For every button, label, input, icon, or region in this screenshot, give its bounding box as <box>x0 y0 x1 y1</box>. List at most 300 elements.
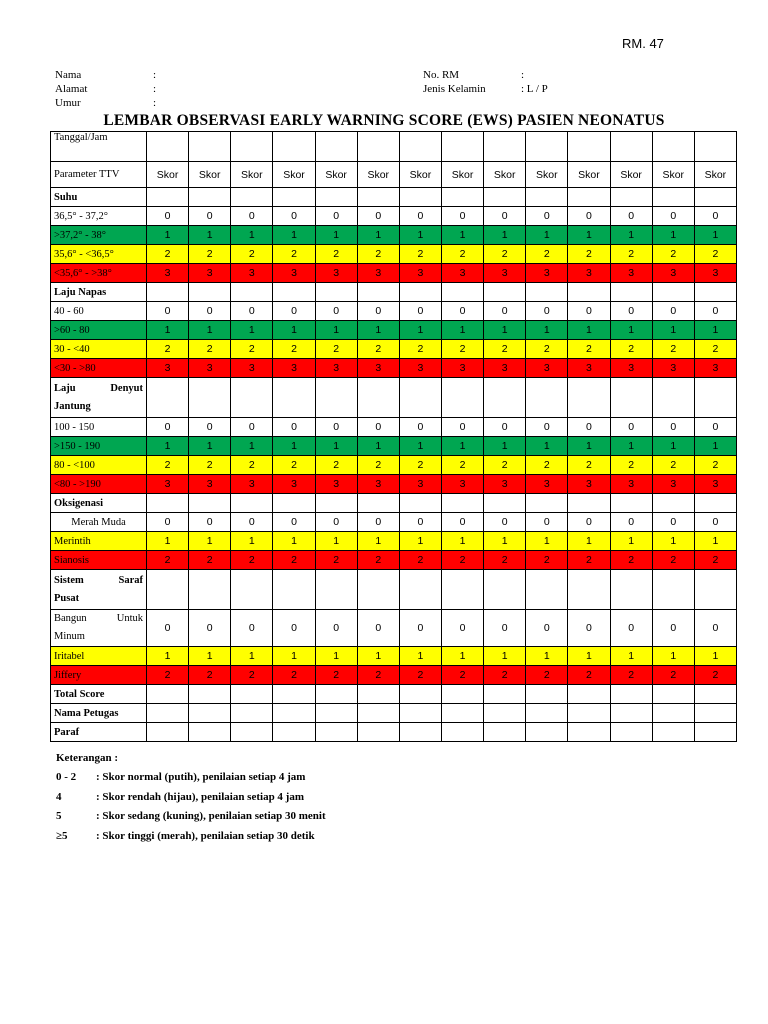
entry-cell[interactable] <box>652 704 694 723</box>
entry-cell[interactable] <box>610 283 652 302</box>
score-cell[interactable]: 1 <box>694 532 736 551</box>
entry-cell[interactable] <box>610 188 652 207</box>
score-cell[interactable]: 2 <box>441 666 483 685</box>
score-cell[interactable]: 0 <box>189 207 231 226</box>
score-cell[interactable]: 0 <box>273 610 315 647</box>
score-cell[interactable]: 1 <box>273 437 315 456</box>
score-cell[interactable]: 3 <box>315 475 357 494</box>
score-cell[interactable]: 2 <box>526 245 568 264</box>
entry-cell[interactable] <box>441 704 483 723</box>
score-cell[interactable]: 0 <box>357 610 399 647</box>
score-cell[interactable]: 2 <box>694 340 736 359</box>
entry-cell[interactable] <box>231 704 273 723</box>
date-cell[interactable] <box>315 132 357 162</box>
score-cell[interactable]: 2 <box>526 456 568 475</box>
entry-cell[interactable] <box>357 704 399 723</box>
score-cell[interactable]: 3 <box>147 359 189 378</box>
score-cell[interactable]: 1 <box>189 226 231 245</box>
score-cell[interactable]: 2 <box>357 666 399 685</box>
score-cell[interactable]: 1 <box>147 532 189 551</box>
score-cell[interactable]: 2 <box>399 666 441 685</box>
entry-cell[interactable] <box>147 685 189 704</box>
score-cell[interactable]: 1 <box>273 226 315 245</box>
score-cell[interactable]: 3 <box>568 264 610 283</box>
score-cell[interactable]: 3 <box>357 264 399 283</box>
entry-cell[interactable] <box>399 283 441 302</box>
entry-cell[interactable] <box>441 685 483 704</box>
entry-cell[interactable] <box>189 494 231 513</box>
entry-cell[interactable] <box>147 704 189 723</box>
date-cell[interactable] <box>441 132 483 162</box>
score-cell[interactable]: 0 <box>315 302 357 321</box>
score-cell[interactable]: 0 <box>568 302 610 321</box>
entry-cell[interactable] <box>694 723 736 742</box>
score-cell[interactable]: 2 <box>357 245 399 264</box>
score-cell[interactable]: 1 <box>484 226 526 245</box>
date-cell[interactable] <box>694 132 736 162</box>
date-cell[interactable] <box>273 132 315 162</box>
score-cell[interactable]: 3 <box>694 359 736 378</box>
entry-cell[interactable] <box>357 685 399 704</box>
date-cell[interactable] <box>399 132 441 162</box>
score-cell[interactable]: 0 <box>273 207 315 226</box>
score-cell[interactable]: 1 <box>568 437 610 456</box>
score-cell[interactable]: 1 <box>147 647 189 666</box>
score-cell[interactable]: 2 <box>315 551 357 570</box>
entry-cell[interactable] <box>694 378 736 418</box>
score-cell[interactable]: 1 <box>526 437 568 456</box>
score-cell[interactable]: 2 <box>484 456 526 475</box>
date-cell[interactable] <box>357 132 399 162</box>
date-cell[interactable] <box>484 132 526 162</box>
date-cell[interactable] <box>568 132 610 162</box>
entry-cell[interactable] <box>526 494 568 513</box>
score-cell[interactable]: 3 <box>441 475 483 494</box>
date-cell[interactable] <box>652 132 694 162</box>
entry-cell[interactable] <box>526 570 568 610</box>
score-cell[interactable]: 3 <box>315 264 357 283</box>
score-cell[interactable]: 1 <box>694 647 736 666</box>
score-cell[interactable]: 1 <box>273 647 315 666</box>
score-cell[interactable]: 2 <box>231 666 273 685</box>
score-cell[interactable]: 2 <box>189 245 231 264</box>
entry-cell[interactable] <box>441 570 483 610</box>
score-cell[interactable]: 1 <box>357 226 399 245</box>
score-cell[interactable]: 1 <box>357 647 399 666</box>
score-cell[interactable]: 3 <box>147 264 189 283</box>
entry-cell[interactable] <box>652 723 694 742</box>
score-cell[interactable]: 3 <box>652 359 694 378</box>
score-cell[interactable]: 2 <box>231 245 273 264</box>
score-cell[interactable]: 3 <box>231 475 273 494</box>
score-cell[interactable]: 1 <box>441 647 483 666</box>
score-cell[interactable]: 2 <box>399 245 441 264</box>
entry-cell[interactable] <box>694 494 736 513</box>
score-cell[interactable]: 3 <box>399 475 441 494</box>
entry-cell[interactable] <box>526 704 568 723</box>
score-cell[interactable]: 1 <box>484 647 526 666</box>
score-cell[interactable]: 1 <box>147 226 189 245</box>
score-cell[interactable]: 2 <box>568 245 610 264</box>
entry-cell[interactable] <box>568 188 610 207</box>
score-cell[interactable]: 0 <box>694 610 736 647</box>
entry-cell[interactable] <box>484 283 526 302</box>
score-cell[interactable]: 1 <box>441 532 483 551</box>
entry-cell[interactable] <box>357 723 399 742</box>
score-cell[interactable]: 1 <box>231 437 273 456</box>
entry-cell[interactable] <box>484 494 526 513</box>
score-cell[interactable]: 2 <box>694 666 736 685</box>
score-cell[interactable]: 2 <box>610 456 652 475</box>
score-cell[interactable]: 3 <box>526 359 568 378</box>
score-cell[interactable]: 1 <box>315 321 357 340</box>
date-cell[interactable] <box>189 132 231 162</box>
score-cell[interactable]: 2 <box>189 456 231 475</box>
entry-cell[interactable] <box>231 378 273 418</box>
entry-cell[interactable] <box>568 704 610 723</box>
entry-cell[interactable] <box>357 188 399 207</box>
field-value-jenis-kelamin[interactable]: : L / P <box>521 83 548 95</box>
score-cell[interactable]: 2 <box>315 245 357 264</box>
entry-cell[interactable] <box>231 494 273 513</box>
entry-cell[interactable] <box>610 723 652 742</box>
score-cell[interactable]: 3 <box>231 264 273 283</box>
score-cell[interactable]: 2 <box>694 245 736 264</box>
score-cell[interactable]: 3 <box>273 475 315 494</box>
score-cell[interactable]: 2 <box>484 551 526 570</box>
score-cell[interactable]: 1 <box>694 437 736 456</box>
score-cell[interactable]: 3 <box>399 359 441 378</box>
score-cell[interactable]: 1 <box>273 321 315 340</box>
entry-cell[interactable] <box>568 723 610 742</box>
score-cell[interactable]: 2 <box>441 551 483 570</box>
score-cell[interactable]: 3 <box>652 475 694 494</box>
score-cell[interactable]: 2 <box>315 456 357 475</box>
score-cell[interactable]: 0 <box>357 418 399 437</box>
score-cell[interactable]: 2 <box>484 245 526 264</box>
score-cell[interactable]: 3 <box>694 475 736 494</box>
score-cell[interactable]: 1 <box>441 321 483 340</box>
score-cell[interactable]: 1 <box>610 532 652 551</box>
entry-cell[interactable] <box>652 188 694 207</box>
entry-cell[interactable] <box>399 685 441 704</box>
entry-cell[interactable] <box>694 188 736 207</box>
score-cell[interactable]: 1 <box>652 647 694 666</box>
entry-cell[interactable] <box>399 570 441 610</box>
entry-cell[interactable] <box>526 188 568 207</box>
score-cell[interactable]: 0 <box>526 418 568 437</box>
entry-cell[interactable] <box>526 723 568 742</box>
score-cell[interactable]: 0 <box>610 610 652 647</box>
score-cell[interactable]: 3 <box>484 475 526 494</box>
score-cell[interactable]: 1 <box>484 321 526 340</box>
score-cell[interactable]: 0 <box>652 513 694 532</box>
entry-cell[interactable] <box>273 570 315 610</box>
entry-cell[interactable] <box>357 494 399 513</box>
score-cell[interactable]: 0 <box>189 513 231 532</box>
score-cell[interactable]: 1 <box>273 532 315 551</box>
score-cell[interactable]: 0 <box>568 418 610 437</box>
entry-cell[interactable] <box>357 283 399 302</box>
score-cell[interactable]: 2 <box>357 551 399 570</box>
entry-cell[interactable] <box>357 378 399 418</box>
score-cell[interactable]: 0 <box>484 513 526 532</box>
entry-cell[interactable] <box>189 723 231 742</box>
entry-cell[interactable] <box>610 685 652 704</box>
entry-cell[interactable] <box>484 704 526 723</box>
entry-cell[interactable] <box>231 723 273 742</box>
score-cell[interactable]: 2 <box>147 666 189 685</box>
score-cell[interactable]: 3 <box>484 359 526 378</box>
score-cell[interactable]: 0 <box>441 302 483 321</box>
score-cell[interactable]: 0 <box>399 207 441 226</box>
score-cell[interactable]: 1 <box>652 532 694 551</box>
entry-cell[interactable] <box>357 570 399 610</box>
score-cell[interactable]: 2 <box>484 666 526 685</box>
score-cell[interactable]: 1 <box>147 437 189 456</box>
score-cell[interactable]: 1 <box>231 647 273 666</box>
score-cell[interactable]: 1 <box>441 437 483 456</box>
score-cell[interactable]: 0 <box>441 207 483 226</box>
score-cell[interactable]: 1 <box>231 532 273 551</box>
date-cell[interactable] <box>526 132 568 162</box>
score-cell[interactable]: 2 <box>441 245 483 264</box>
entry-cell[interactable] <box>484 570 526 610</box>
score-cell[interactable]: 0 <box>694 513 736 532</box>
entry-cell[interactable] <box>273 494 315 513</box>
entry-cell[interactable] <box>147 723 189 742</box>
entry-cell[interactable] <box>610 704 652 723</box>
entry-cell[interactable] <box>568 283 610 302</box>
score-cell[interactable]: 1 <box>315 647 357 666</box>
entry-cell[interactable] <box>484 188 526 207</box>
entry-cell[interactable] <box>189 685 231 704</box>
date-cell[interactable] <box>147 132 189 162</box>
score-cell[interactable]: 0 <box>694 207 736 226</box>
score-cell[interactable]: 2 <box>189 340 231 359</box>
score-cell[interactable]: 2 <box>568 551 610 570</box>
score-cell[interactable]: 3 <box>610 264 652 283</box>
score-cell[interactable]: 0 <box>399 513 441 532</box>
entry-cell[interactable] <box>568 570 610 610</box>
score-cell[interactable]: 1 <box>399 532 441 551</box>
score-cell[interactable]: 0 <box>147 513 189 532</box>
entry-cell[interactable] <box>441 188 483 207</box>
score-cell[interactable]: 2 <box>652 551 694 570</box>
score-cell[interactable]: 0 <box>357 513 399 532</box>
score-cell[interactable]: 1 <box>652 437 694 456</box>
entry-cell[interactable] <box>441 378 483 418</box>
score-cell[interactable]: 1 <box>484 437 526 456</box>
entry-cell[interactable] <box>694 704 736 723</box>
score-cell[interactable]: 0 <box>315 418 357 437</box>
score-cell[interactable]: 3 <box>189 359 231 378</box>
score-cell[interactable]: 0 <box>441 610 483 647</box>
score-cell[interactable]: 0 <box>231 513 273 532</box>
score-cell[interactable]: 0 <box>231 418 273 437</box>
score-cell[interactable]: 0 <box>273 302 315 321</box>
score-cell[interactable]: 1 <box>610 321 652 340</box>
score-cell[interactable]: 0 <box>441 513 483 532</box>
score-cell[interactable]: 1 <box>231 226 273 245</box>
score-cell[interactable]: 0 <box>357 302 399 321</box>
score-cell[interactable]: 3 <box>694 264 736 283</box>
entry-cell[interactable] <box>147 570 189 610</box>
score-cell[interactable]: 1 <box>315 226 357 245</box>
score-cell[interactable]: 3 <box>484 264 526 283</box>
entry-cell[interactable] <box>273 283 315 302</box>
entry-cell[interactable] <box>399 188 441 207</box>
score-cell[interactable]: 1 <box>147 321 189 340</box>
score-cell[interactable]: 2 <box>189 666 231 685</box>
score-cell[interactable]: 2 <box>273 340 315 359</box>
score-cell[interactable]: 0 <box>399 610 441 647</box>
score-cell[interactable]: 0 <box>484 610 526 647</box>
score-cell[interactable]: 0 <box>694 302 736 321</box>
entry-cell[interactable] <box>694 685 736 704</box>
score-cell[interactable]: 3 <box>441 359 483 378</box>
entry-cell[interactable] <box>399 494 441 513</box>
entry-cell[interactable] <box>484 685 526 704</box>
score-cell[interactable]: 2 <box>526 551 568 570</box>
score-cell[interactable]: 2 <box>231 456 273 475</box>
entry-cell[interactable] <box>315 723 357 742</box>
score-cell[interactable]: 2 <box>568 456 610 475</box>
score-cell[interactable]: 0 <box>231 302 273 321</box>
score-cell[interactable]: 0 <box>652 610 694 647</box>
entry-cell[interactable] <box>484 723 526 742</box>
entry-cell[interactable] <box>147 283 189 302</box>
score-cell[interactable]: 3 <box>568 359 610 378</box>
entry-cell[interactable] <box>652 494 694 513</box>
field-value-no-rm[interactable]: : <box>521 69 525 81</box>
entry-cell[interactable] <box>526 283 568 302</box>
score-cell[interactable]: 3 <box>357 359 399 378</box>
score-cell[interactable]: 2 <box>399 340 441 359</box>
score-cell[interactable]: 1 <box>357 437 399 456</box>
score-cell[interactable]: 1 <box>484 532 526 551</box>
entry-cell[interactable] <box>610 570 652 610</box>
score-cell[interactable]: 2 <box>147 456 189 475</box>
score-cell[interactable]: 2 <box>231 340 273 359</box>
score-cell[interactable]: 3 <box>399 264 441 283</box>
score-cell[interactable]: 2 <box>694 456 736 475</box>
score-cell[interactable]: 1 <box>357 532 399 551</box>
entry-cell[interactable] <box>568 494 610 513</box>
score-cell[interactable]: 3 <box>526 475 568 494</box>
score-cell[interactable]: 0 <box>652 418 694 437</box>
score-cell[interactable]: 1 <box>610 437 652 456</box>
score-cell[interactable]: 3 <box>189 264 231 283</box>
score-cell[interactable]: 2 <box>652 666 694 685</box>
entry-cell[interactable] <box>694 570 736 610</box>
score-cell[interactable]: 0 <box>526 513 568 532</box>
entry-cell[interactable] <box>441 723 483 742</box>
score-cell[interactable]: 1 <box>526 226 568 245</box>
score-cell[interactable]: 2 <box>147 245 189 264</box>
field-value-nama[interactable]: : <box>153 69 157 81</box>
score-cell[interactable]: 2 <box>526 666 568 685</box>
score-cell[interactable]: 2 <box>568 666 610 685</box>
score-cell[interactable]: 1 <box>399 437 441 456</box>
score-cell[interactable]: 1 <box>189 437 231 456</box>
score-cell[interactable]: 0 <box>484 302 526 321</box>
entry-cell[interactable] <box>610 494 652 513</box>
score-cell[interactable]: 1 <box>357 321 399 340</box>
score-cell[interactable]: 2 <box>610 551 652 570</box>
score-cell[interactable]: 2 <box>610 340 652 359</box>
entry-cell[interactable] <box>231 188 273 207</box>
entry-cell[interactable] <box>147 494 189 513</box>
entry-cell[interactable] <box>652 283 694 302</box>
score-cell[interactable]: 2 <box>315 666 357 685</box>
score-cell[interactable]: 1 <box>526 532 568 551</box>
score-cell[interactable]: 0 <box>315 207 357 226</box>
score-cell[interactable]: 2 <box>568 340 610 359</box>
score-cell[interactable]: 1 <box>568 532 610 551</box>
score-cell[interactable]: 0 <box>526 207 568 226</box>
entry-cell[interactable] <box>484 378 526 418</box>
entry-cell[interactable] <box>189 188 231 207</box>
entry-cell[interactable] <box>694 283 736 302</box>
score-cell[interactable]: 0 <box>231 207 273 226</box>
score-cell[interactable]: 1 <box>526 647 568 666</box>
score-cell[interactable]: 2 <box>357 456 399 475</box>
score-cell[interactable]: 1 <box>694 226 736 245</box>
score-cell[interactable]: 2 <box>273 456 315 475</box>
score-cell[interactable]: 3 <box>273 359 315 378</box>
score-cell[interactable]: 1 <box>568 321 610 340</box>
entry-cell[interactable] <box>315 704 357 723</box>
score-cell[interactable]: 0 <box>189 302 231 321</box>
score-cell[interactable]: 0 <box>610 207 652 226</box>
score-cell[interactable]: 0 <box>526 610 568 647</box>
entry-cell[interactable] <box>273 723 315 742</box>
score-cell[interactable]: 2 <box>147 551 189 570</box>
score-cell[interactable]: 1 <box>399 226 441 245</box>
score-cell[interactable]: 0 <box>147 302 189 321</box>
score-cell[interactable]: 2 <box>357 340 399 359</box>
score-cell[interactable]: 0 <box>273 513 315 532</box>
score-cell[interactable]: 0 <box>231 610 273 647</box>
entry-cell[interactable] <box>526 685 568 704</box>
score-cell[interactable]: 2 <box>610 245 652 264</box>
score-cell[interactable]: 2 <box>315 340 357 359</box>
entry-cell[interactable] <box>315 188 357 207</box>
entry-cell[interactable] <box>189 283 231 302</box>
score-cell[interactable]: 3 <box>568 475 610 494</box>
score-cell[interactable]: 1 <box>694 321 736 340</box>
score-cell[interactable]: 1 <box>315 437 357 456</box>
score-cell[interactable]: 0 <box>568 610 610 647</box>
entry-cell[interactable] <box>399 378 441 418</box>
score-cell[interactable]: 0 <box>147 207 189 226</box>
entry-cell[interactable] <box>568 378 610 418</box>
score-cell[interactable]: 1 <box>652 321 694 340</box>
score-cell[interactable]: 2 <box>652 340 694 359</box>
score-cell[interactable]: 2 <box>273 551 315 570</box>
score-cell[interactable]: 3 <box>231 359 273 378</box>
field-value-alamat[interactable]: : <box>153 83 157 95</box>
entry-cell[interactable] <box>315 570 357 610</box>
entry-cell[interactable] <box>652 685 694 704</box>
score-cell[interactable]: 2 <box>273 245 315 264</box>
score-cell[interactable]: 0 <box>610 513 652 532</box>
entry-cell[interactable] <box>526 378 568 418</box>
score-cell[interactable]: 1 <box>610 647 652 666</box>
score-cell[interactable]: 0 <box>147 610 189 647</box>
entry-cell[interactable] <box>273 704 315 723</box>
